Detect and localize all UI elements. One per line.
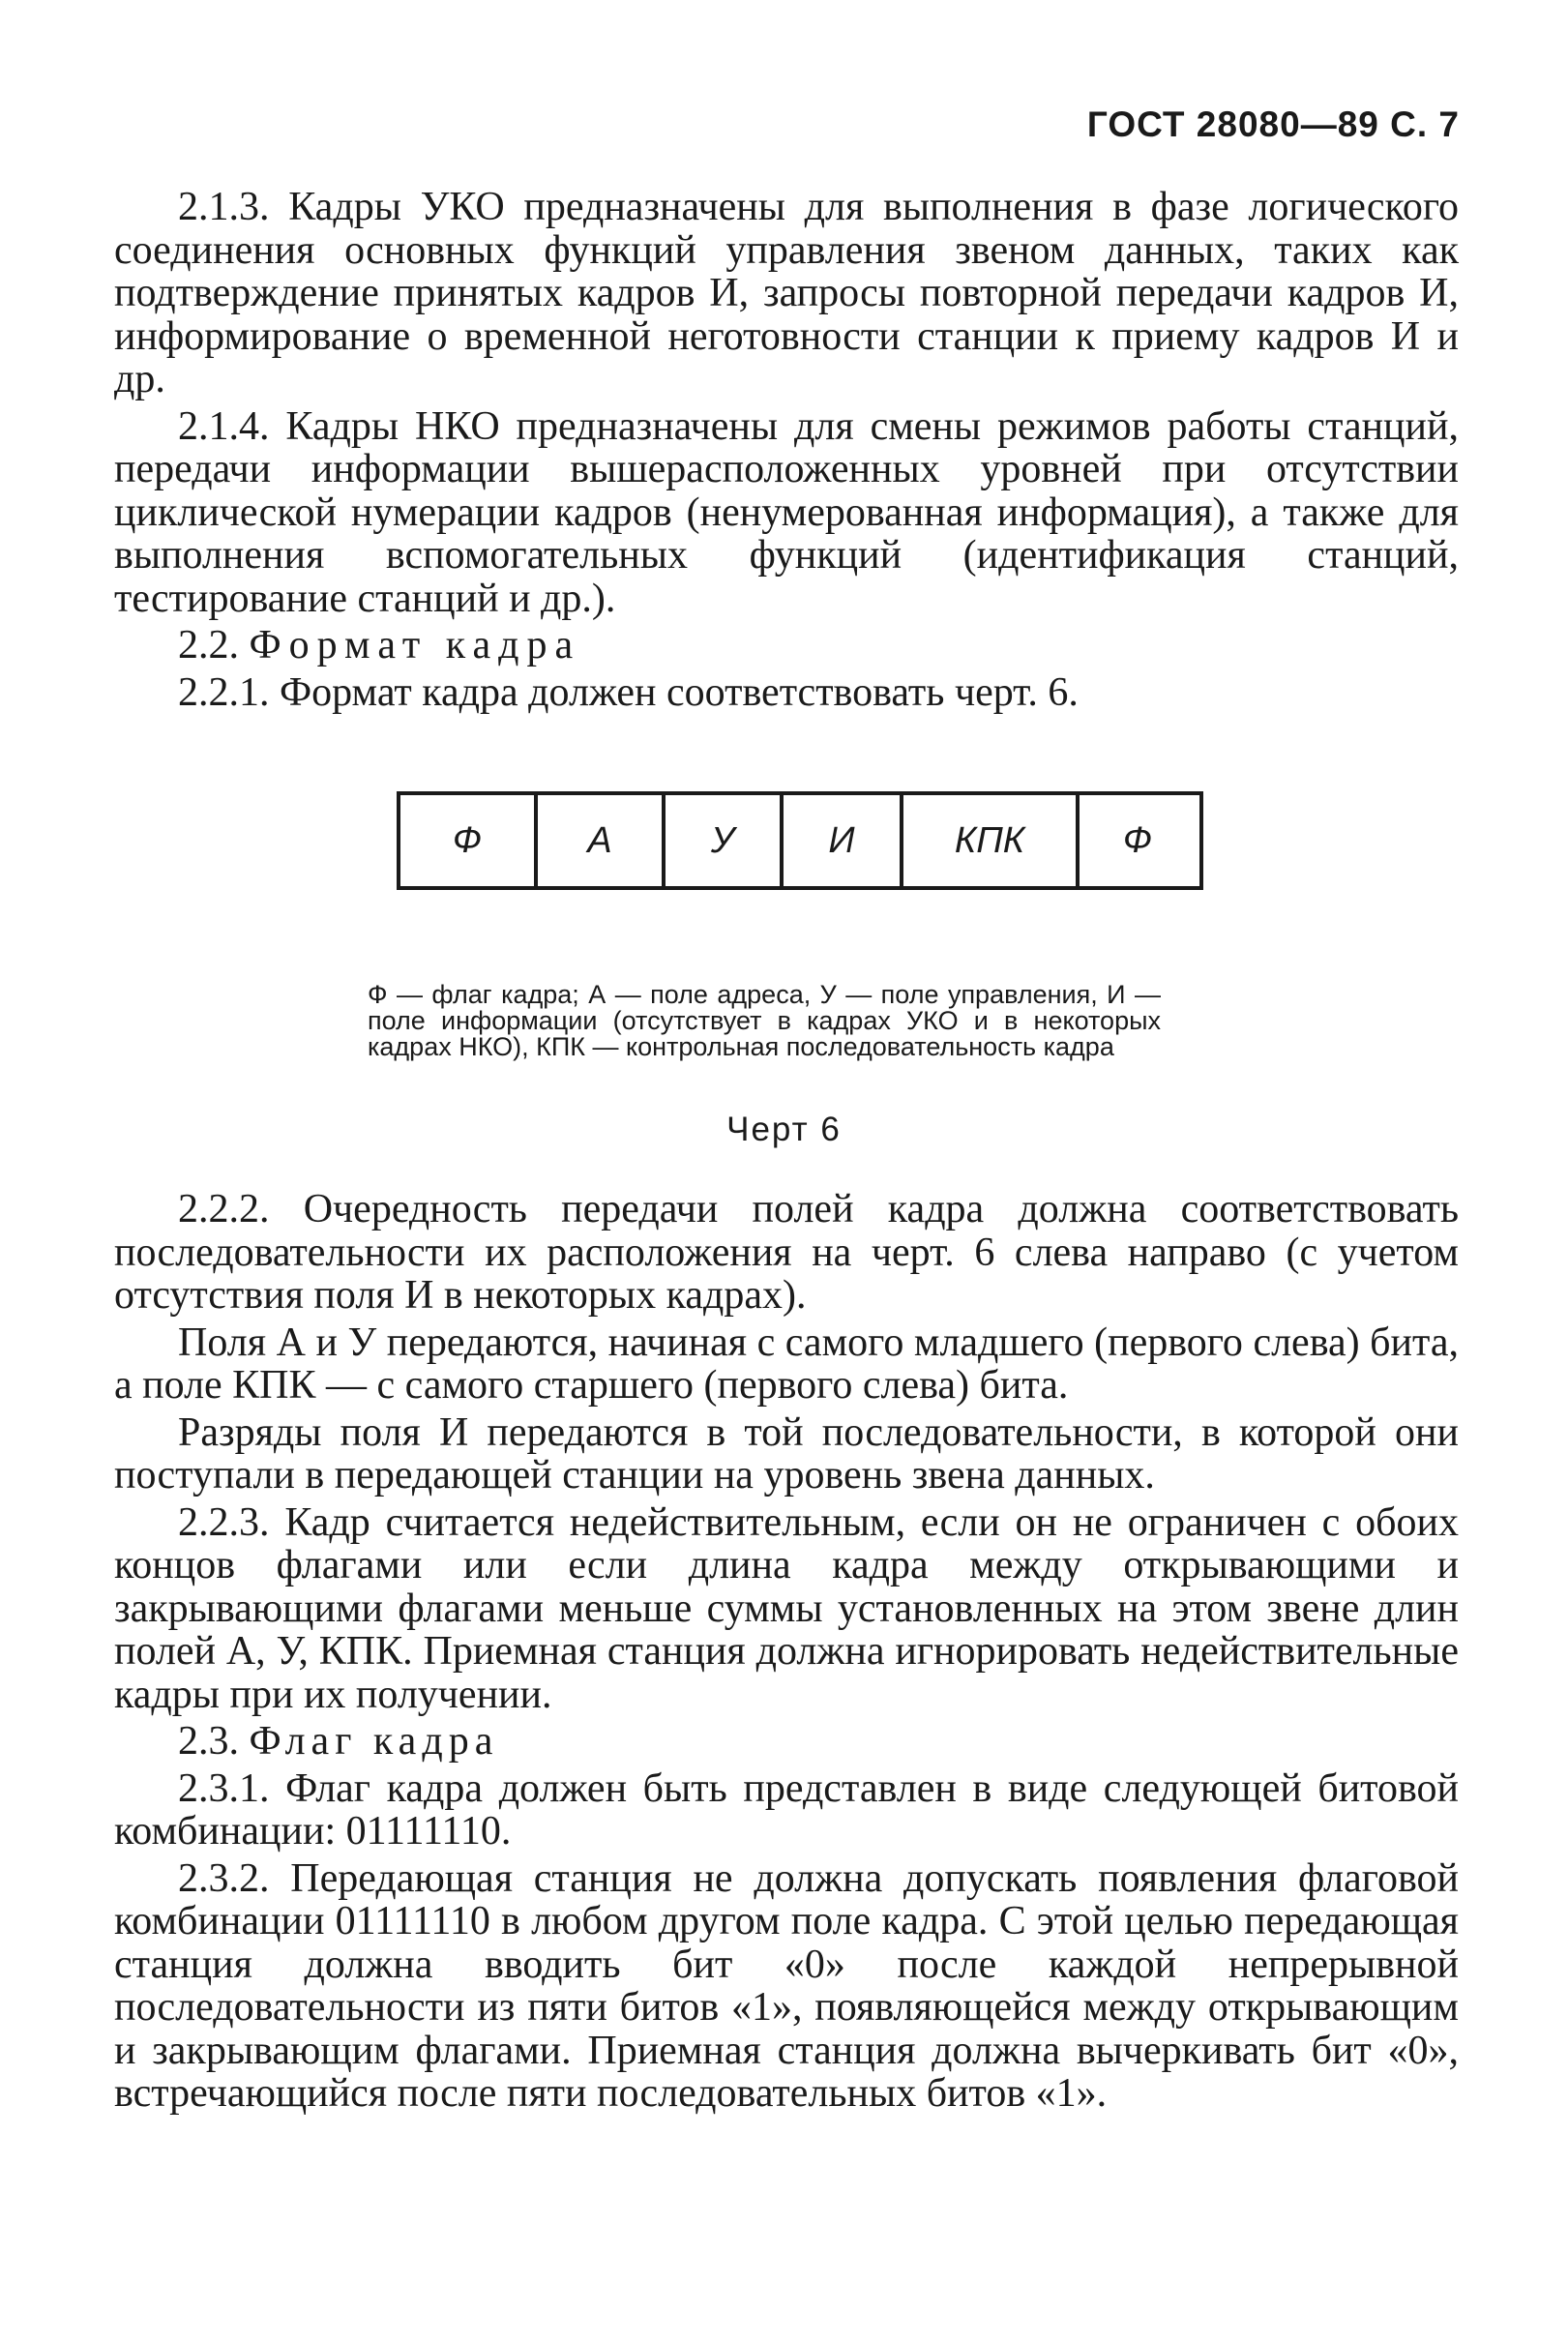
section-number: 2.2. xyxy=(178,623,239,667)
field-fcs: КПК xyxy=(903,795,1080,886)
upper-text-block xyxy=(114,186,1459,718)
section-title: Формат кадра xyxy=(249,623,581,667)
frame-format-diagram xyxy=(397,791,1203,890)
page-header: ГОСТ 28080—89 С. 7 xyxy=(1086,104,1460,144)
field-information: И xyxy=(784,795,903,886)
figure-label: Черт 6 xyxy=(726,1111,842,1148)
lower-text-block xyxy=(114,1188,1459,2120)
section-number: 2.3. xyxy=(178,1719,239,1764)
section-title: Флаг кадра xyxy=(249,1719,499,1764)
field-flag-open: Ф xyxy=(400,795,538,886)
paragraph-2-2-1: 2.2.1. Формат кадра должен соответствовать черт. 6. xyxy=(178,669,1079,715)
paragraph-2-1-4: 2.1.4. Кадры НКО предназначены для смены режимов работы станций, передачи информации вышерасположенных уровней при отсутствии циклической нумерации кадров (ненумерованная информация), а также для выполнения вспомогательных функций (идентификация станций, тестирование станций и др.). xyxy=(114,403,1459,621)
paragraph-2-2-3: 2.2.3. Кадр считается недействительным, если он не ограничен с обоих концов флагами или если длина кадра между открывающими и закрывающими флагами меньше суммы установленных на этом звене длин полей А, У, КПК. Приемная станция должна игнорировать недействительные кадры при их получении. xyxy=(114,1499,1459,1717)
figure-caption: Ф — флаг кадра; А — поле адреса, У — поле управления, И — поле информации (отсутствует в кадрах УКО и в некоторых кадрах НКО), КПК — контрольная последовательность кадра xyxy=(368,980,1161,1061)
paragraph-2-2-2-fields: Поля А и У передаются, начиная с самого младшего (первого слева) бита, а поле КПК — с самого старшего (первого слева) бита. xyxy=(114,1320,1459,1408)
field-address: А xyxy=(538,795,666,886)
paragraph-2-3-2: 2.3.2. Передающая станция не должна допускать появления флаговой комбинации 01111110 в любом другом поле кадра. С этой целью передающая станция должна вводить бит «0» после каждой непрерывной последовательности из пяти битов «1», появляющейся между открывающим и закрывающим флагами. Приемная станция должна вычеркивать бит «0», встречающийся после пяти последовательных битов «1». xyxy=(114,1855,1459,2116)
field-control: У xyxy=(666,795,784,886)
paragraph-2-2-2: 2.2.2. Очередность передачи полей кадра должна соответствовать последовательности их расположения на черт. 6 слева направо (с учетом отсутствия поля И в некоторых кадрах). xyxy=(114,1187,1459,1318)
paragraph-2-3-1: 2.3.1. Флаг кадра должен быть представлен в виде следующей битовой комбинации: 01111110. xyxy=(114,1765,1459,1854)
field-flag-close: Ф xyxy=(1122,819,1153,861)
paragraph-2-1-3: 2.1.3. Кадры УКО предназначены для выполнения в фазе логического соединения основных функций управления звеном данных, таких как подтверждение принятых кадров И, запросы повторной передачи кадров И, информирование о временной неготовности станции к приему кадров И и др. xyxy=(114,185,1459,401)
section-heading-2-3 xyxy=(114,1720,1459,1764)
frame-format-figure xyxy=(397,791,1199,888)
paragraph-2-2-2-bits: Разряды поля И передаются в той последовательности, в которой они поступали в передающей станции на уровень звена данных. xyxy=(114,1409,1459,1498)
section-heading-2-2 xyxy=(114,624,1459,667)
